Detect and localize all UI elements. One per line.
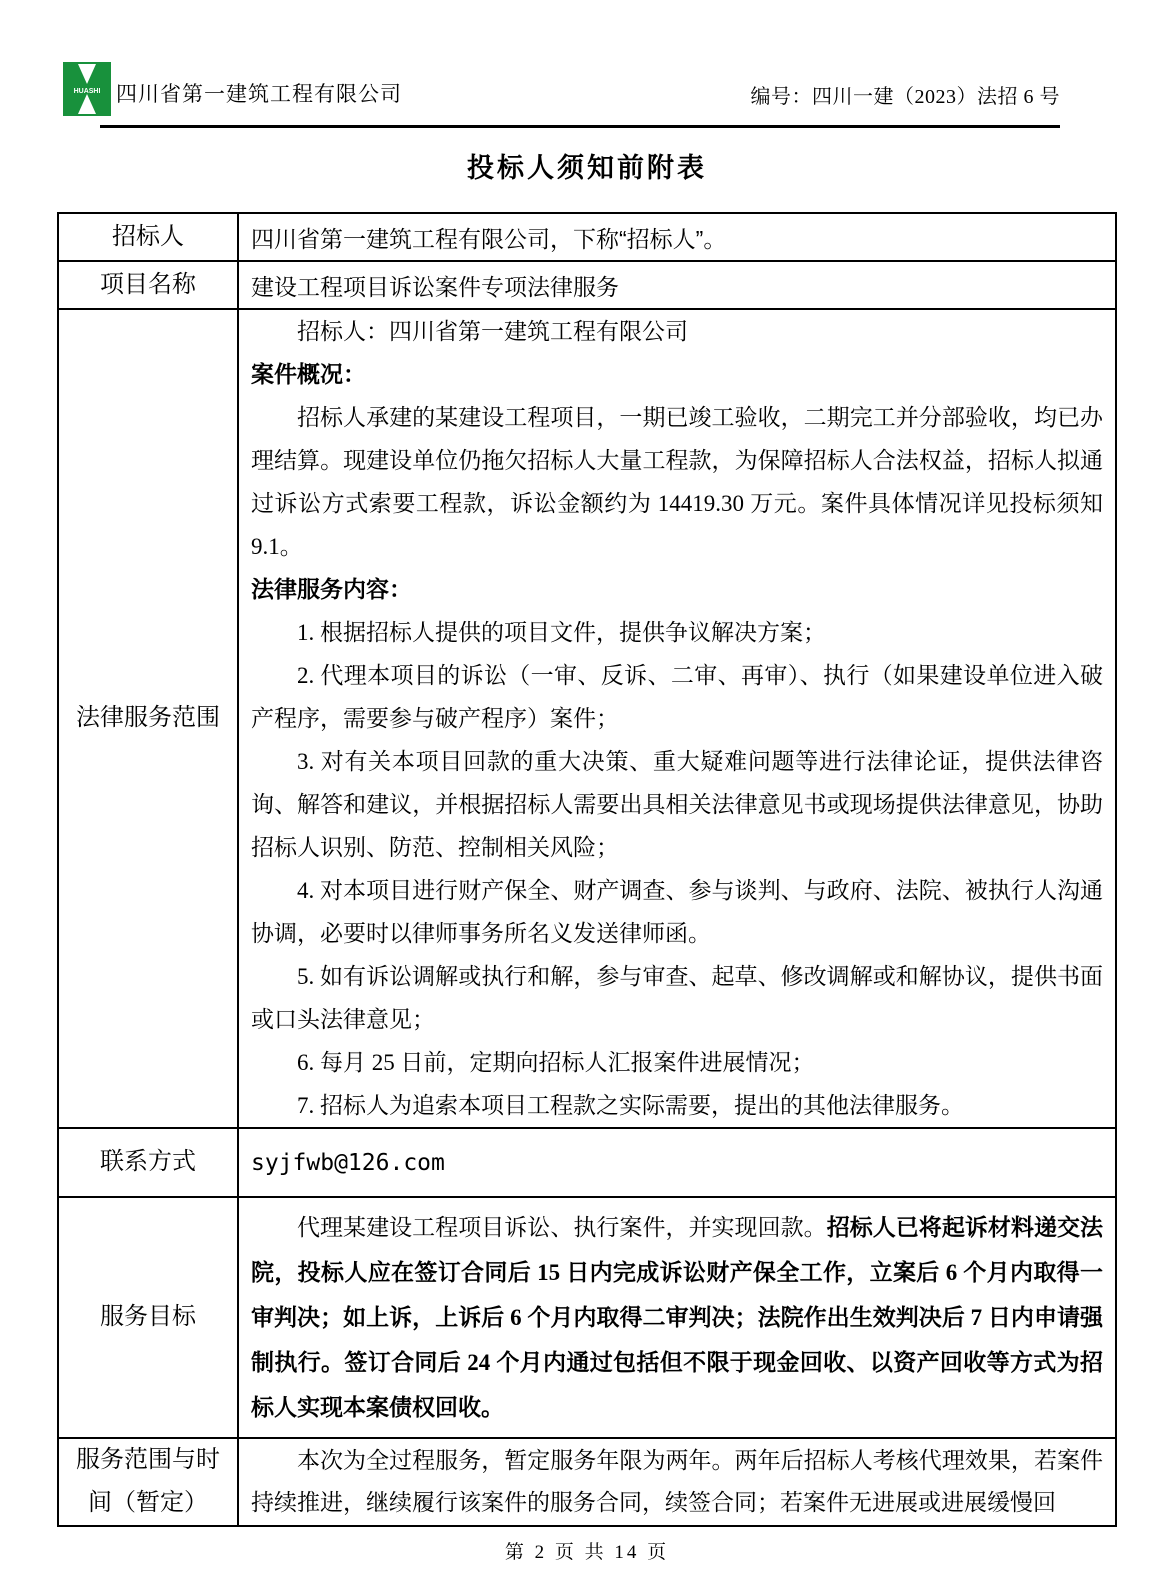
row-content-project-name: 建设工程项目诉讼案件专项法律服务 (238, 261, 1116, 309)
row-label-service-goal: 服务目标 (58, 1197, 238, 1438)
row-label-legal-service-scope: 法律服务范围 (58, 309, 238, 1128)
bidder-notice-table (57, 212, 1117, 1527)
legal-service-content-heading: 法律服务内容： (251, 576, 412, 602)
service-item-6: 6. 每月 25 日前，定期向招标人汇报案件进展情况； (297, 1050, 815, 1075)
page-number: 第 2 页 共 14 页 (504, 1542, 670, 1563)
logo-text: HUASHI (73, 88, 101, 95)
contact-email: syjfwb@126.com (238, 1128, 1116, 1197)
row-label-contact: 联系方式 (58, 1128, 238, 1197)
company-name: 四川省第一建筑工程有限公司 (116, 82, 402, 106)
service-period-text: 本次为全过程服务，暂定服务年限为两年。两年后招标人考核代理效果，若案件持续推进，继续履行该案件的服务合同，续签合同；若案件无进展或进展缓慢回 (251, 1448, 1103, 1515)
row-label-service-period: 服务范围与时间（暂定） (58, 1438, 238, 1526)
case-overview-text: 招标人承建的某建设工程项目，一期已竣工验收，二期完工并分部验收，均已办理结算。现建设单位仍拖欠招标人大量工程款，为保障招标人合法权益，招标人拟通过诉讼方式索要工程款，诉讼金额约为 14419.30 万元。案件具体情况详见投标须知 9.1。 (251, 405, 1103, 559)
service-item-7: 7. 招标人为追索本项目工程款之实际需要，提出的其他法律服务。 (297, 1093, 964, 1118)
service-goal-bold-text: 招标人已将起诉材料递交法院，投标人应在签订合同后 15 日内完成诉讼财产保全工作，立案后 6 个月内取得一审判决；如上诉，上诉后 6 个月内取得二审判决；法院作出生效判决后 7 日内申请强制执行。签订合同后 24 个月内通过包括但不限于现金回收、以资产回收等方式为招标人实现本案债权回收。 (251, 1215, 1104, 1420)
table-row-service-goal (58, 1197, 1116, 1438)
service-item-3: 3. 对有关本项目回款的重大决策、重大疑难问题等进行法律论证，提供法律咨询、解答和建议，并根据招标人需要出具相关法律意见书或现场提供法律意见，协助招标人识别、防范、控制相关风险； (251, 749, 1103, 860)
row-content-service-goal (238, 1197, 1116, 1438)
doc-number: 编号：四川一建（2023）法招 6 号 (750, 86, 1060, 108)
service-item-4: 4. 对本项目进行财产保全、财产调查、参与谈判、与政府、法院、被执行人沟通协调，必要时以律师事务所名义发送律师函。 (251, 878, 1103, 946)
service-goal-text (251, 1205, 1103, 1430)
table-row-project-name (58, 261, 1116, 309)
case-overview-heading: 案件概况： (251, 361, 366, 387)
row-label-project-name: 项目名称 (58, 261, 238, 309)
service-item-2: 2. 代理本项目的诉讼（一审、反诉、二审、再审）、执行（如果建设单位进入破产程序，需要参与破产程序）案件； (251, 663, 1103, 731)
table-row-legal-service-scope (58, 309, 1116, 1128)
table-row-tenderee (58, 213, 1116, 261)
row-content-tenderee: 四川省第一建筑工程有限公司，下称“招标人”。 (238, 213, 1116, 261)
scope-tenderee-line: 招标人：四川省第一建筑工程有限公司 (297, 319, 688, 344)
service-item-5: 5. 如有诉讼调解或执行和解，参与审查、起草、修改调解或和解协议，提供书面或口头法律意见； (251, 964, 1103, 1032)
table-row-contact (58, 1128, 1116, 1197)
company-logo-icon (63, 62, 111, 116)
table-row-service-period (58, 1438, 1116, 1526)
row-content-service-period (238, 1438, 1116, 1526)
header-rule (100, 125, 1060, 128)
row-label-tenderee: 招标人 (58, 213, 238, 261)
row-content-legal-service-scope (238, 309, 1116, 1128)
service-goal-normal-text: 代理某建设工程项目诉讼、执行案件，并实现回款。 (297, 1215, 827, 1240)
page-title: 投标人须知前附表 (467, 153, 707, 183)
service-item-1: 1. 根据招标人提供的项目文件，提供争议解决方案； (297, 620, 826, 645)
